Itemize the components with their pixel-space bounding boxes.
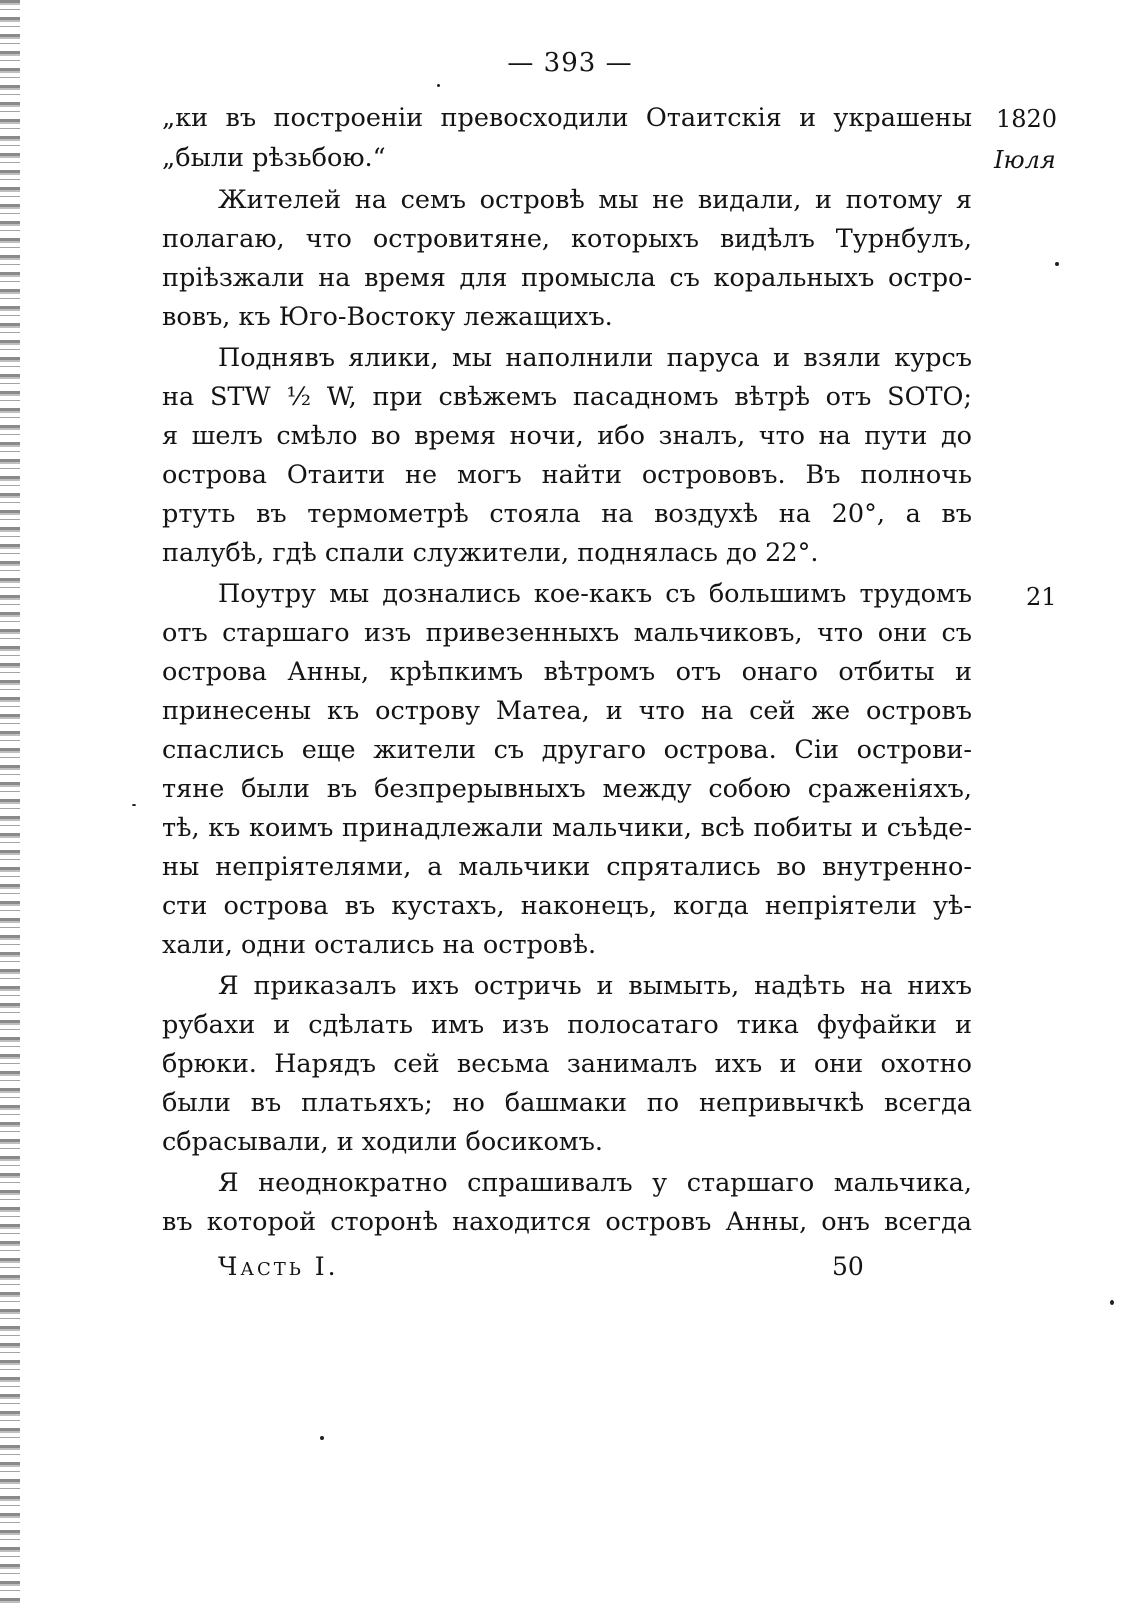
text-line: рубахи и сдѣлать имъ изъ полосатаго тика фуфайки и (162, 1010, 972, 1040)
text-line: вовъ, къ Юго-Востоку лежащихъ. (162, 302, 613, 332)
text-line: спаслись еще жители съ другаго острова. Сіи острови- (162, 735, 972, 765)
text-line: хали, одни остались на островѣ. (162, 930, 597, 960)
text-line: въ которой сторонѣ находится островъ Анны, онъ всегда (162, 1207, 972, 1237)
text-line: брюки. Нарядъ сей весьма занималъ ихъ и они охотно (162, 1049, 972, 1079)
text-line: сти острова въ кустахъ, наконецъ, когда непріятели уѣ- (162, 891, 972, 921)
margin-day: 21 (1026, 583, 1057, 611)
page-number: — 393 — (507, 48, 633, 78)
ink-speck (1055, 262, 1059, 266)
text-line: полагаю, что островитяне, которыхъ видѣлъ Турнбулъ, (162, 224, 972, 254)
text-line: принесены къ острову Матеа, и что на сей же островъ (162, 696, 972, 726)
text-line: тяне были въ безпрерывныхъ между собою сраженіяхъ, (162, 774, 972, 804)
text-line: сбрасывали, и ходили босикомъ. (162, 1127, 603, 1157)
text-line: были въ платьяхъ; но башмаки по непривычкѣ всегда (162, 1088, 972, 1118)
text-line: острова Отаити не могъ найти островoвъ. Въ полночь (162, 460, 972, 490)
text-line: Жителей на семъ островѣ мы не видали, и потому я (218, 185, 972, 215)
text-line: тѣ, къ коимъ принадлежали мальчики, всѣ побиты и съѣде- (162, 813, 972, 843)
margin-month: Iюля (994, 146, 1056, 174)
signature-mark: 50 (832, 1252, 864, 1281)
ink-speck (1110, 1300, 1114, 1305)
part-label: Часть I. (218, 1252, 339, 1281)
ink-speck (437, 84, 440, 87)
text-line: Я приказалъ ихъ остричь и вымыть, надѣть на нихъ (218, 971, 972, 1001)
text-line: „ки въ построеніи превосходили Отаитскія и украшены (162, 103, 972, 133)
text-line: ны непріятелями, а мальчики спрятались во внутренно- (162, 852, 972, 882)
text-line: Я неоднократно спрашивалъ у старшаго мальчика, (218, 1168, 972, 1198)
text-line: острова Анны, крѣпкимъ вѣтромъ отъ онаго отбиты и (162, 657, 972, 687)
scanned-page-edge (0, 0, 20, 1606)
ink-speck (320, 1436, 324, 1440)
text-line: отъ старшаго изъ привезенныхъ мальчиковъ, что они съ (162, 618, 972, 648)
text-line: пріѣзжали на время для промысла съ коральныхъ остро- (162, 263, 972, 293)
text-line: „были рѣзьбою.“ (162, 143, 386, 173)
text-line: палубѣ, гдѣ спали служители, поднялась до 22°. (162, 538, 819, 568)
text-line: на STW ½ W, при свѣжемъ пасадномъ вѣтрѣ отъ SOTO; (162, 382, 972, 412)
text-line: ртуть въ термометрѣ стояла на воздухѣ на 20°, а въ (162, 499, 972, 529)
text-line: Поднявъ ялики, мы наполнили паруса и взяли курсъ (218, 343, 972, 373)
ink-speck (132, 804, 136, 806)
text-line: Поутру мы дознались кое-какъ съ большимъ трудомъ (218, 579, 972, 609)
text-line: я шелъ смѣло во время ночи, ибо зналъ, что на пути до (162, 421, 972, 451)
margin-year: 1820 (996, 105, 1058, 133)
